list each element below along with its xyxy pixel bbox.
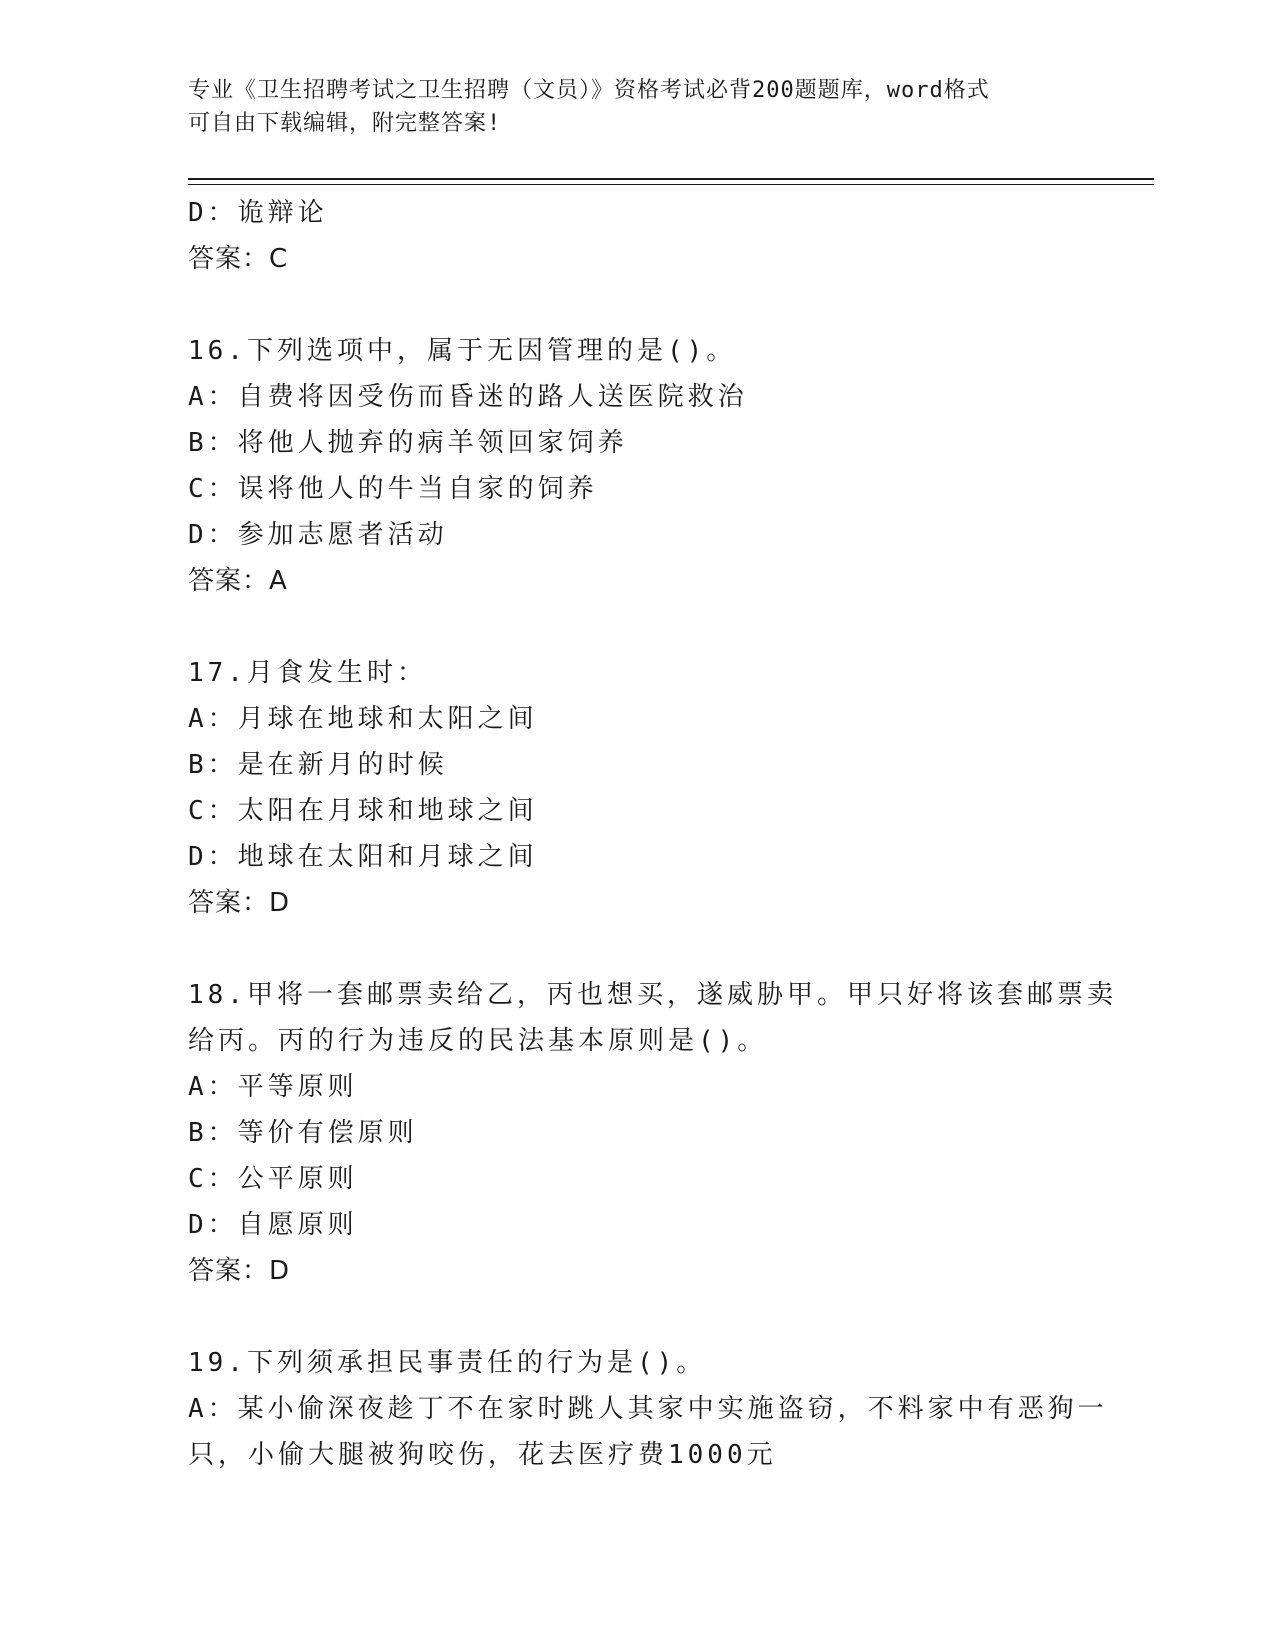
question-spacer — [188, 1294, 1088, 1340]
option-a: A：平等原则 — [188, 1072, 358, 1102]
answer-line: 答案：C — [188, 244, 289, 274]
answer-line: 答案：D — [188, 1256, 291, 1286]
answer-line: 答案：A — [188, 566, 288, 596]
header-divider-thick — [188, 178, 1154, 180]
question-stem: 17.月食发生时： — [188, 658, 427, 688]
question-spacer — [188, 604, 1088, 650]
option-b: B：等价有偿原则 — [188, 1118, 418, 1148]
question-stem: 16.下列选项中，属于无因管理的是()。 — [188, 336, 737, 366]
option-a: A：某小偷深夜趁丁不在家时跳人其家中实施盗窃，不料家中有恶狗一 — [188, 1394, 1108, 1424]
option-d: D：自愿原则 — [188, 1210, 358, 1240]
question-16 — [188, 328, 1088, 604]
question-stem: 19.下列须承担民事责任的行为是()。 — [188, 1348, 707, 1378]
question-19 — [188, 1340, 1108, 1478]
question-18 — [188, 972, 1117, 1294]
header-divider-thin — [188, 184, 1154, 185]
option-d: D：参加志愿者活动 — [188, 520, 448, 550]
option-c: C：误将他人的牛当自家的饲养 — [188, 474, 598, 504]
option-a: A：月球在地球和太阳之间 — [188, 704, 538, 734]
question-list — [188, 190, 1117, 1478]
header-line-1: 专业《卫生招聘考试之卫生招聘（文员）》资格考试必背200题题库，word格式 — [188, 78, 990, 103]
option-b: B：是在新月的时候 — [188, 750, 448, 780]
question-spacer — [188, 282, 1088, 328]
option-d: D：诡辩论 — [188, 198, 328, 228]
header-line-2: 可自由下载编辑，附完整答案! — [188, 111, 502, 136]
question-spacer — [188, 926, 1088, 972]
option-c: C：公平原则 — [188, 1164, 358, 1194]
option-b: B：将他人抛弃的病羊领回家饲养 — [188, 428, 628, 458]
answer-line: 答案：D — [188, 888, 291, 918]
question-stem: 18.甲将一套邮票卖给乙，丙也想买，遂威胁甲。甲只好将该套邮票卖 — [188, 980, 1117, 1010]
option-a-continued: 只，小偷大腿被狗咬伤，花去医疗费1000元 — [188, 1440, 777, 1470]
question-stem-continued: 给丙。丙的行为违反的民法基本原则是()。 — [188, 1026, 768, 1056]
option-d: D：地球在太阳和月球之间 — [188, 842, 538, 872]
question-17 — [188, 650, 1088, 926]
option-a: A：自费将因受伤而昏迷的路人送医院救治 — [188, 382, 748, 412]
document-header — [188, 74, 1088, 140]
option-c: C：太阳在月球和地球之间 — [188, 796, 538, 826]
